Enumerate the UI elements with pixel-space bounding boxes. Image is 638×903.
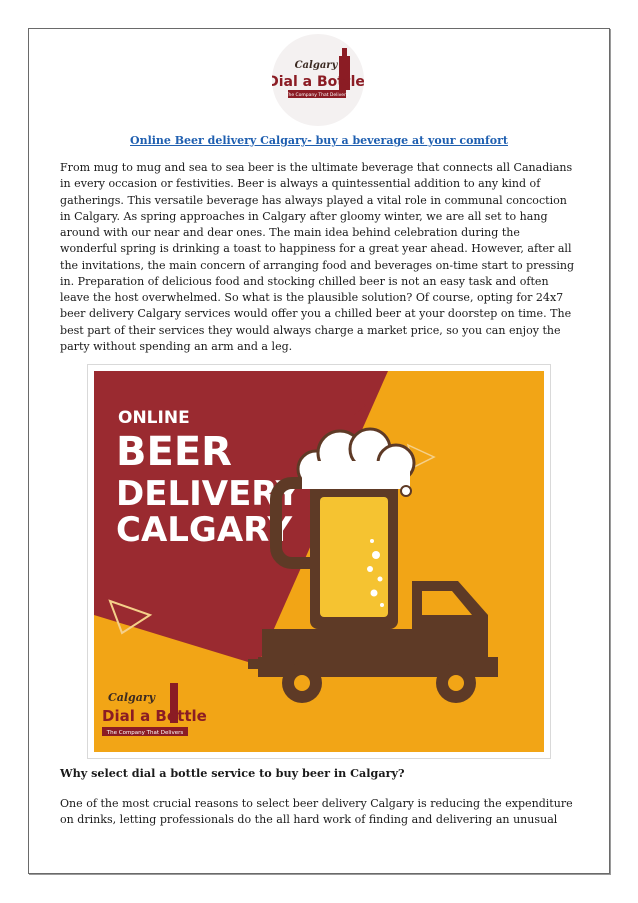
paragraph-line: in Calgary. As spring approaches in Calgary after gloomy winter, we are all set to hang — [60, 209, 548, 223]
banner-logo-tagline: The Company That Delivers — [106, 730, 184, 736]
paragraph-line: in. Preparation of delicious food and stocking chilled beer is not an easy task and often — [60, 274, 549, 288]
banner-line-beer: BEER — [116, 429, 232, 475]
paragraph-line: From mug to mug and sea to sea beer is the ultimate beverage that connects all Canadians — [60, 161, 573, 174]
logo-brand-top: Calgary — [294, 60, 338, 71]
beer-delivery-banner — [87, 364, 551, 759]
paragraph-line: best part of their services they would always charge a market price, so you can enjoy the — [60, 323, 561, 337]
paragraph-line: around with our near and dear ones. The main idea behind celebration during the — [60, 226, 520, 239]
paragraph-2 — [60, 796, 576, 829]
article-title[interactable]: Online Beer delivery Calgary- buy a beverage at your comfort — [130, 134, 508, 147]
paragraph-line: party without spending an arm and a leg. — [60, 339, 293, 353]
paragraph-line: wonderful spring is drinking a toast to happiness for a great year ahead. However, after all — [60, 242, 572, 256]
bottle-neck-icon — [342, 48, 347, 56]
paragraph-line: leave the host overwhelmed. So what is the plausible solution? Of course, opting for 24x7 — [60, 291, 564, 304]
banner-line-calgary: CALGARY — [116, 510, 293, 550]
banner-line-online: ONLINE — [118, 408, 190, 428]
banner-logo-top: Calgary — [108, 691, 156, 704]
banner-logo-main: Dial a Bottle — [102, 707, 207, 725]
banner-line-delivery: DELIVERY — [116, 474, 301, 514]
paragraph-line: One of the most crucial reasons to select beer delivery Calgary is reducing the expenditure — [60, 797, 573, 810]
paragraph-line: gatherings. This versatile beverage has always played a vital role in communal concoction — [60, 193, 567, 207]
logo-graphic — [272, 34, 364, 126]
paragraph-line: beer delivery Calgary services would offer you a chilled beer at your doorstep on time. The — [60, 307, 572, 321]
logo-brand-main: Dial a Bottle — [272, 74, 364, 90]
paragraph-line: on drinks, letting professionals do the all hard work of finding and delivering an unusual — [60, 813, 558, 827]
paragraph-line: the invitations, the main concern of arranging food and beverages on-time start to pressing — [60, 258, 575, 272]
banner-graphic — [88, 365, 550, 758]
paragraph-line: in every occasion or festivities. Beer is always a quintessential addition to any kind of — [60, 177, 541, 191]
paragraph-1 — [60, 160, 576, 355]
dial-a-bottle-logo — [272, 34, 364, 126]
section-heading: Why select dial a bottle service to buy beer in Calgary? — [60, 766, 405, 780]
logo-tagline: The Company That Delivers — [285, 93, 349, 98]
